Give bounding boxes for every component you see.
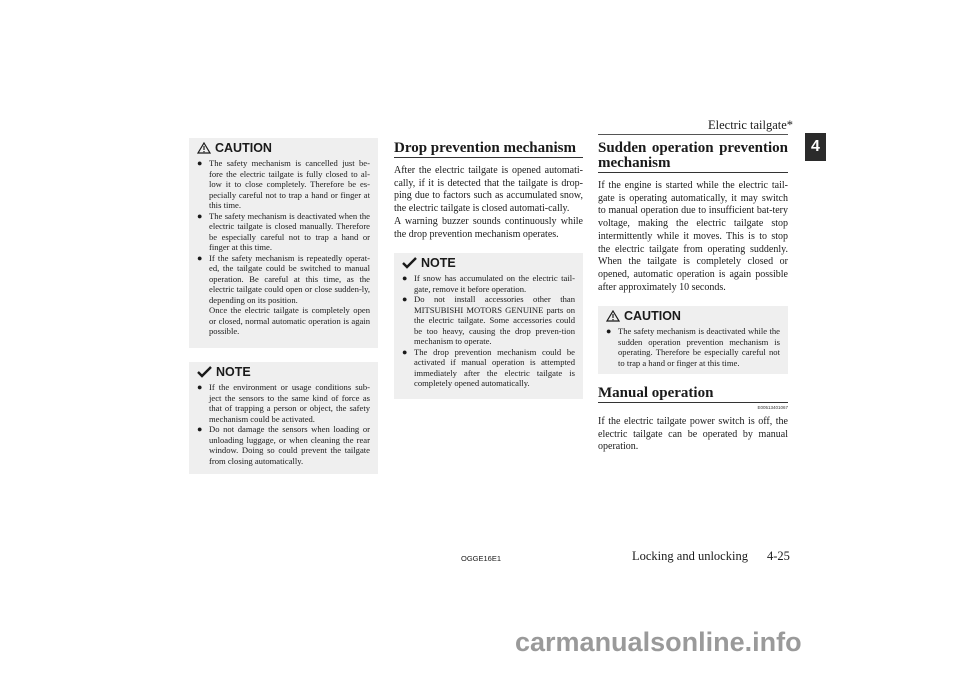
note-check-icon [197, 366, 212, 378]
sudden-operation-body: If the engine is started while the electric tail-gate is operating automatically, it may switch to manual operation due to insufficient bat-tery voltage, making the electric tailgate stop intermittently while it moves. This is to stop the electric tailgate from operating suddenly. When the tailgate is completely closed or opened, automatic operation is again possible after approximately 10 seconds. [598, 180, 788, 293]
caution-label: CAUTION [624, 309, 681, 324]
note-label: NOTE [421, 255, 456, 270]
caution-label: CAUTION [215, 140, 272, 155]
chapter-tab: 4 [805, 133, 826, 161]
note-check-icon [402, 257, 417, 269]
drop-prevention-body: After the electric tailgate is opened automati-cally, if it is detected that the tailgate is drop-ping due to factors such as accumulated snow, the electric tailgate is closed automati-cally. [394, 165, 583, 215]
drop-prevention-heading: Drop prevention mechanism [394, 141, 583, 158]
list-item: ● Do not damage the sensors when loading or unloading luggage, or when cleaning the rear window. Doing so could prevent the tailgate from closing automatically. [197, 424, 370, 466]
page-number: 4-25 [767, 549, 790, 563]
list-item: ● If the safety mechanism is repeatedly operat-ed, the tailgate could be switched to manual operation. Be careful at this time, as the electric tailgate could open or close sudden-ly, depending on its position. [197, 252, 370, 305]
footer-section: Locking and unlocking [632, 549, 748, 563]
caution-header [197, 142, 370, 154]
reference-code: E00513401067 [757, 405, 788, 411]
drop-prevention-body-2: A warning buzzer sounds continuously while the drop prevention mechanism operates. [394, 215, 583, 240]
list-item: ● If snow has accumulated on the electric tail-gate, remove it before operation. [402, 273, 575, 294]
section-title: Electric tailgate* [708, 118, 794, 132]
sudden-operation-heading: Sudden operation prevention mechanism [598, 140, 788, 171]
column-middle [394, 141, 583, 399]
column-right [598, 141, 788, 454]
warning-triangle-icon [606, 310, 620, 322]
manual-operation-body: If the electric tailgate power switch is off, the electric tailgate can be operated by manual operation. [598, 415, 788, 453]
note-label: NOTE [216, 364, 251, 379]
note-header [197, 366, 370, 378]
document-code: OGGE16E1 [461, 554, 502, 563]
watermark: carmanualsonline.info [515, 627, 802, 657]
list-item: ● Do not install accessories other than MITSUBISHI MOTORS GENUINE parts on the electric tailgate. Some accessories could be too heavy, causing the drop preven-tion mechanism to operate. [402, 294, 575, 347]
list-item: ● The safety mechanism is cancelled just be-fore the electric tailgate is fully closed to al-low it to close completely. Therefore be es-pecially careful not to trap a hand or finger at this time. [197, 158, 370, 210]
caution-box [189, 138, 378, 348]
header-divider [598, 134, 788, 135]
caution-continuation: Once the electric tailgate is completely open or closed, normal automatic operation is again possible. [209, 305, 370, 336]
note-header [402, 257, 575, 269]
manual-operation-heading: Manual operation [598, 386, 788, 403]
note-box-2 [394, 253, 583, 399]
caution-header [606, 310, 780, 322]
note-box [189, 362, 378, 474]
list-item: ● The safety mechanism is deactivated while the sudden operation prevention mechanism is operating. Therefore be especially careful not to trap a hand or finger at this time. [606, 326, 780, 368]
list-item: ● The safety mechanism is deactivated when the electric tailgate is closed manually. Therefore be especially careful not to trap a hand or finger at this time. [197, 210, 370, 252]
warning-triangle-icon [197, 142, 211, 154]
list-item: ● The drop prevention mechanism could be activated if manual operation is attempted immediately after the electric tailgate is completely opened automatically. [402, 346, 575, 389]
caution-box-2 [598, 306, 788, 374]
column-left [189, 138, 378, 474]
list-item: ● If the environment or usage conditions sub-ject the sensors to the same kind of force as that of trapping a person or object, the safety mechanism could be activated. [197, 382, 370, 424]
